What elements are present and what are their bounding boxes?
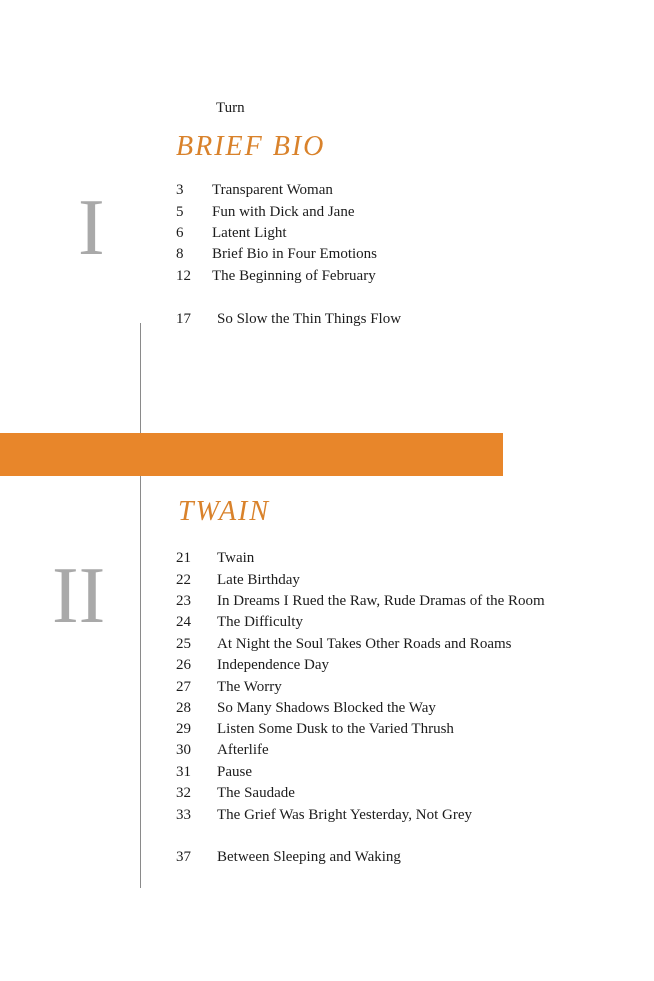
section-numeral-2: II <box>52 552 106 640</box>
section-title-2: TWAIN <box>178 496 271 527</box>
toc-entry-title: The Worry <box>217 679 282 695</box>
toc-entry[interactable] <box>0 805 654 825</box>
toc-entry-title: Independence Day <box>217 657 330 673</box>
toc-entry[interactable] <box>0 223 654 243</box>
toc-entry-title: Late Birthday <box>217 572 300 588</box>
toc-entry-title: In Dreams I Rued the Raw, Rude Dramas of the Room <box>217 593 545 609</box>
toc-page-number: 6 <box>176 225 184 241</box>
toc-entry-title: Listen Some Dusk to the Varied Thrush <box>217 721 454 737</box>
toc-entry[interactable] <box>0 570 654 590</box>
toc-page-number: 5 <box>176 204 184 220</box>
toc-page-number: 28 <box>176 700 191 716</box>
toc-entry-title: The Grief Was Bright Yesterday, Not Grey <box>217 807 472 823</box>
toc-page-number: 30 <box>176 742 191 758</box>
toc-page-number: 3 <box>176 182 184 198</box>
toc-entry-title: So Slow the Thin Things Flow <box>217 311 402 327</box>
toc-page-number: 12 <box>176 268 191 284</box>
toc-entry-title: Fun with Dick and Jane <box>212 204 355 220</box>
toc-entry-title: So Many Shadows Blocked the Way <box>217 700 436 716</box>
toc-entry[interactable] <box>0 783 654 803</box>
epigraph: Turn <box>216 100 245 116</box>
toc-entry[interactable] <box>0 655 654 675</box>
toc-entry-title: At Night the Soul Takes Other Roads and Roams <box>217 636 512 652</box>
toc-entry-title: Twain <box>217 550 255 566</box>
toc-page-number: 21 <box>176 550 191 566</box>
vertical-rule-upper <box>140 323 141 433</box>
toc-entry-title: Afterlife <box>217 742 269 758</box>
toc-page-number: 37 <box>176 849 191 865</box>
toc-page-number: 24 <box>176 614 191 630</box>
toc-entry[interactable] <box>0 548 654 568</box>
section-title-1: BRIEF BIO <box>176 131 326 162</box>
toc-entry[interactable] <box>0 180 654 200</box>
toc-entry[interactable] <box>0 309 654 329</box>
toc-entry[interactable] <box>0 202 654 222</box>
toc-entry[interactable] <box>0 719 654 739</box>
toc-entry[interactable] <box>0 591 654 611</box>
toc-entry-title: Latent Light <box>212 225 287 241</box>
toc-entry-title: Pause <box>217 764 252 780</box>
orange-divider-band <box>0 433 503 476</box>
toc-page-number: 29 <box>176 721 191 737</box>
toc-entry-title: Brief Bio in Four Emotions <box>212 246 377 262</box>
toc-entry-title: Transparent Woman <box>212 182 333 198</box>
toc-entry[interactable] <box>0 266 654 286</box>
toc-page-number: 17 <box>176 311 191 327</box>
toc-entry[interactable] <box>0 762 654 782</box>
toc-entry[interactable] <box>0 847 654 867</box>
toc-entry[interactable] <box>0 634 654 654</box>
toc-entry[interactable] <box>0 740 654 760</box>
toc-entry-title: The Difficulty <box>217 614 303 630</box>
section-numeral-1: I <box>78 184 105 272</box>
toc-entry-title: The Beginning of February <box>212 268 376 284</box>
toc-page-number: 22 <box>176 572 191 588</box>
toc-entry[interactable] <box>0 677 654 697</box>
toc-entry-title: Between Sleeping and Waking <box>217 849 401 865</box>
toc-page-number: 25 <box>176 636 191 652</box>
toc-page-number: 33 <box>176 807 191 823</box>
toc-page-number: 26 <box>176 657 191 673</box>
toc-page-number: 32 <box>176 785 191 801</box>
toc-entry[interactable] <box>0 244 654 264</box>
toc-page-number: 23 <box>176 593 191 609</box>
toc-page-number: 27 <box>176 679 191 695</box>
toc-page-number: 31 <box>176 764 191 780</box>
toc-page-number: 8 <box>176 246 184 262</box>
toc-entry[interactable] <box>0 698 654 718</box>
toc-entry[interactable] <box>0 612 654 632</box>
toc-entry-title: The Saudade <box>217 785 295 801</box>
